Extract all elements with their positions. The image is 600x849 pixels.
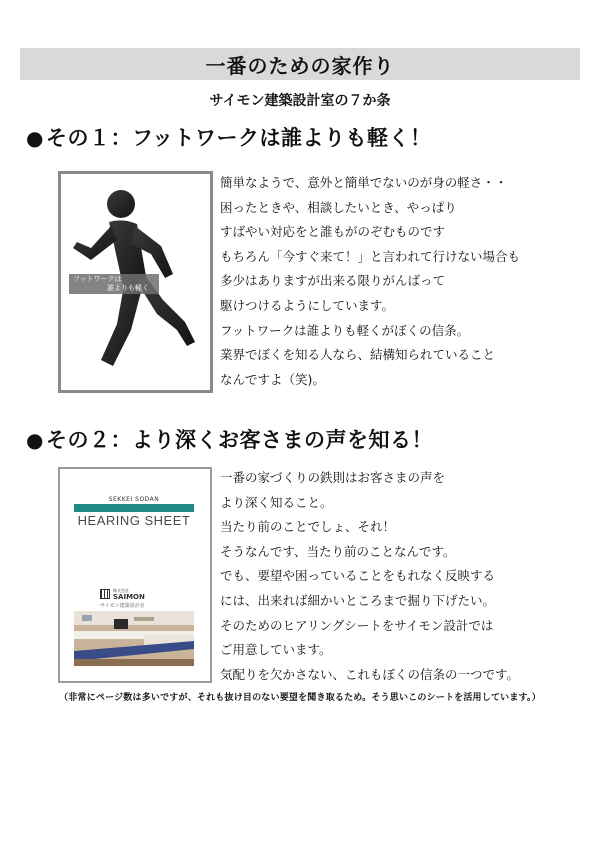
text-line: 一番の家づくりの鉄則はお客さまの声を xyxy=(220,470,446,485)
text-line: 駆けつけるようにしています。 xyxy=(220,297,395,313)
saimon-logo: 株式会社 SAIMON xyxy=(100,587,145,601)
text-line: より深く知ること。 xyxy=(220,494,333,510)
section-2-heading xyxy=(26,424,433,454)
section-1-heading-text: その１：フットワークは誰よりも軽く！ xyxy=(45,126,432,150)
footnote: （非常にページ数は多いですが、それも抜け目のない要望を聞き取るため。そう思いこのシートを活用しています。） xyxy=(59,693,541,703)
logo-grid-icon xyxy=(100,589,110,599)
sheet-small-title: SEKKEI SODAN xyxy=(108,496,160,503)
section-1-body xyxy=(220,171,520,392)
text-line: そうなんです、当たり前のことなんです。 xyxy=(220,543,456,559)
text-line: 多少はありますが出来る限りがんばって xyxy=(220,273,446,289)
text-line: なんですよ（笑)。 xyxy=(220,371,325,387)
text-line: 困ったときや、相談したいとき、やっぱり xyxy=(220,199,457,215)
page-title: 一番のための家作り xyxy=(205,53,395,78)
section-1-heading xyxy=(26,122,431,152)
text-line: ご用意しています。 xyxy=(220,642,332,658)
text-line: には、出来れば細かいところまで掘り下げたい。 xyxy=(220,592,496,608)
hearing-sheet-image xyxy=(58,467,212,683)
sheet-caption: サイモン建築設計室 xyxy=(100,603,145,609)
bullet-dot-icon: ● xyxy=(26,428,44,452)
sheet-big-title: HEARING SHEET xyxy=(77,513,191,528)
text-line: すばやい対応をと誰もがのぞむものです xyxy=(220,224,446,240)
runner-caption: フットワークは 誰よりも軽く xyxy=(69,274,159,294)
runner-image xyxy=(58,171,213,393)
text-line: 簡単なようで、意外と簡単でないのが身の軽さ・・ xyxy=(220,175,508,190)
text-line: 業界でぼくを知る人なら、結構知られていること xyxy=(220,347,496,363)
text-line: 当たり前のことでしょ、それ！ xyxy=(220,519,396,535)
title-bar xyxy=(20,48,580,80)
sheet-teal-band xyxy=(74,504,194,512)
text-line: フットワークは誰よりも軽くがぼくの信条。 xyxy=(220,322,470,338)
text-line: そのためのヒアリングシートをサイモン設計では xyxy=(220,617,494,633)
text-line: 気配りを欠かさない、これもぼくの信条の一つです。 xyxy=(220,666,520,682)
text-line: でも、要望や困っていることをもれなく反映する xyxy=(220,568,496,584)
section-2-body xyxy=(220,466,519,687)
page-subtitle: サイモン建築設計室の７か条 xyxy=(209,93,391,109)
bullet-dot-icon: ● xyxy=(26,126,44,150)
section-2-heading-text: その２：より深くお客さまの声を知る！ xyxy=(45,428,433,452)
text-line: もちろん「今すぐ来て！」と言われて行けない場合も xyxy=(220,248,521,264)
interior-photo xyxy=(74,611,194,666)
